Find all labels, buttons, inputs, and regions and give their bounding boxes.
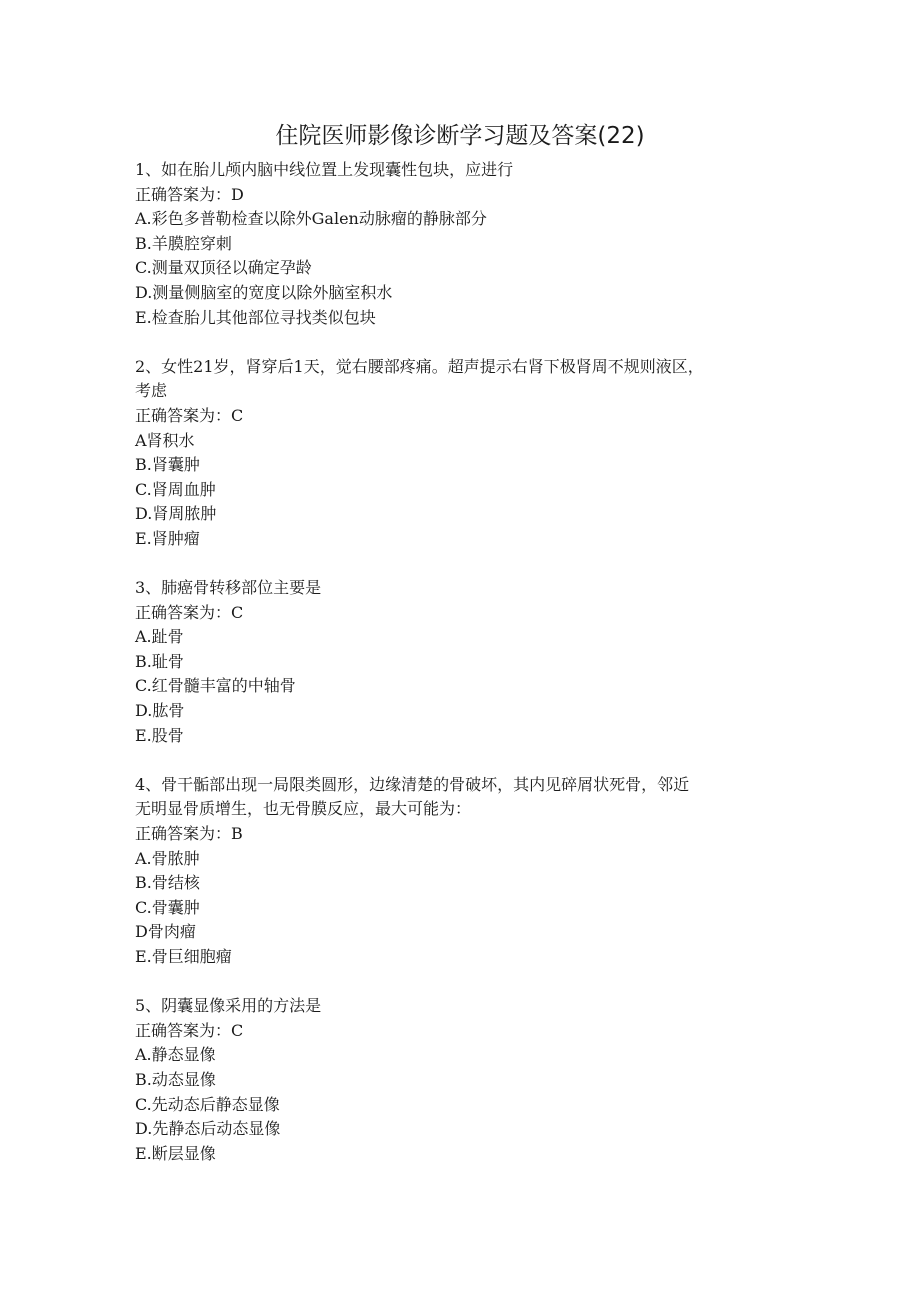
question-list [135, 158, 785, 1191]
correct-answer: 正确答案为：D [135, 184, 244, 204]
option-c: C.骨囊肿 [135, 897, 200, 917]
question-stem: 3、肺癌骨转移部位主要是 [135, 578, 322, 598]
option-a: A.骨脓肿 [135, 848, 200, 868]
option-c: C.测量双顶径以确定孕龄 [135, 258, 312, 278]
option-d: D.先静态后动态显像 [135, 1119, 281, 1139]
question-stem: 5、阴囊显像采用的方法是 [135, 996, 322, 1016]
option-e: E.骨巨细胞瘤 [135, 947, 232, 966]
option-d: D.肱骨 [135, 701, 185, 721]
question-stem: 4、骨干骺部出现一局限类圆形，边缘清楚的骨破坏，其内见碎屑状死骨，邻近 [135, 774, 690, 794]
option-a: A.静态显像 [135, 1045, 216, 1065]
correct-answer: 正确答案为：C [135, 405, 244, 425]
question-3 [135, 576, 785, 748]
question-1 [135, 158, 785, 330]
option-c: C.先动态后静态显像 [135, 1094, 280, 1114]
option-e: E.检查胎儿其他部位寻找类似包块 [135, 307, 376, 327]
page-title: 住院医师影像诊断学习题及答案(22) [275, 123, 645, 149]
option-b: B.肾囊肿 [135, 455, 200, 475]
option-d: D.肾周脓肿 [135, 504, 217, 524]
option-a: A.趾骨 [135, 627, 184, 647]
question-stem-continuation: 考虑 [135, 381, 168, 401]
option-c: C.红骨髓丰富的中轴骨 [135, 676, 296, 696]
correct-answer: 正确答案为：B [135, 824, 243, 844]
question-5 [135, 994, 785, 1166]
option-a: A.彩色多普勒检查以除外Galen动脉瘤的静脉部分 [135, 209, 487, 229]
question-stem: 2、女性21岁，肾穿后1天，觉右腰部疼痛。超声提示右肾下极肾周不规则液区， [135, 356, 704, 376]
option-b: B.羊膜腔穿刺 [135, 233, 232, 253]
option-c: C.肾周血肿 [135, 479, 216, 499]
option-a: A肾积水 [135, 430, 195, 450]
option-e: E.断层显像 [135, 1143, 216, 1163]
question-2 [135, 355, 785, 552]
option-b: B.耻骨 [135, 651, 184, 671]
option-b: B.骨结核 [135, 873, 200, 893]
option-d: D骨肉瘤 [135, 922, 196, 942]
correct-answer: 正确答案为：C [135, 1020, 244, 1040]
question-4 [135, 773, 785, 970]
option-b: B.动态显像 [135, 1069, 216, 1089]
option-e: E.股骨 [135, 725, 184, 745]
question-stem: 1、如在胎儿颅内脑中线位置上发现囊性包块，应进行 [135, 160, 514, 179]
option-e: E.肾肿瘤 [135, 528, 200, 548]
correct-answer: 正确答案为：C [135, 602, 244, 622]
question-stem-continuation: 无明显骨质增生，也无骨膜反应，最大可能为： [135, 799, 472, 819]
option-d: D.测量侧脑室的宽度以除外脑室积水 [135, 282, 393, 302]
